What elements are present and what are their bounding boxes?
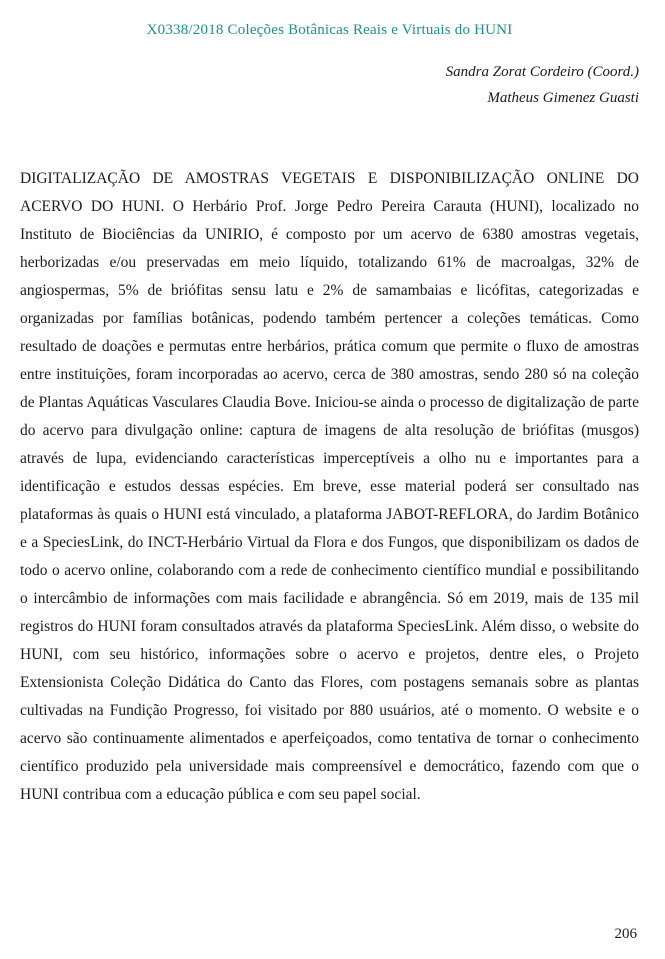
page-number: 206 [614,926,637,942]
author-second: Matheus Gimenez Guasti [487,90,639,106]
abstract-body: DIGITALIZAÇÃO DE AMOSTRAS VEGETAIS E DISPONIBILIZAÇÃO ONLINE DO ACERVO DO HUNI. O Herbário Prof. Jorge Pedro Pereira Carauta (HUNI), localizado no Instituto de Biociências da UNIRIO, é composto por um acervo de 6380 amostras vegetais, herborizadas e/ou preservadas em meio líquido, totalizando 61% de macroalgas, 32% de angiospermas, 5% de briófitas sensu latu e 2% de samambaias e licófitas, categorizadas e organizadas por famílias botânicas, podendo também pertencer a coleções temáticas. Como resultado de doações e permutas entre herbários, prática comum que permite o fluxo de amostras entre instituições, foram incorporadas ao acervo, cerca de 380 amostras, sendo 280 só na coleção de Plantas Aquáticas Vasculares Claudia Bove. Iniciou-se ainda o processo de digitalização de parte do acervo para divulgação online: captura de imagens de alta resolução de briófitas (musgos) através de lupa, evidenciando características imperceptíveis a olho nu e importantes para a identificação e estudos dessas espécies. Em breve, esse material poderá ser consultado nas plataformas às quais o HUNI está vinculado, a plataforma JABOT-REFLORA, do Jardim Botânico e a SpeciesLink, do INCT-Herbário Virtual da Flora e dos Fungos, que disponibilizam os dados de todo o acervo online, colaborando com a rede de conhecimento científico mundial e possibilitando o intercâmbio de informações com mais facilidade e abrangência. Só em 2019, mais de 135 mil registros do HUNI foram consultados através da plataforma SpeciesLink. Além disso, o website do HUNI, com seu histórico, informações sobre o acervo e projetos, dentre eles, o Projeto Extensionista Coleção Didática do Canto das Flores, com postagens semanais sobre as plantas cultivadas na Fundição Progresso, foi visitado por 880 usuários, até o momento. O website e o acervo são continuamente alimentados e aperfeiçoados, como tentativa de tornar o conhecimento científico produzido pela universidade mais compreensível e democrático, fazendo com que o HUNI contribua com a educação pública e com seu papel social. [20,170,639,803]
author-block [20,59,639,111]
page-title: X0338/2018 Coleções Botânicas Reais e Virtuais do HUNI [146,22,513,38]
author-coordinator: Sandra Zorat Cordeiro (Coord.) [445,64,639,80]
